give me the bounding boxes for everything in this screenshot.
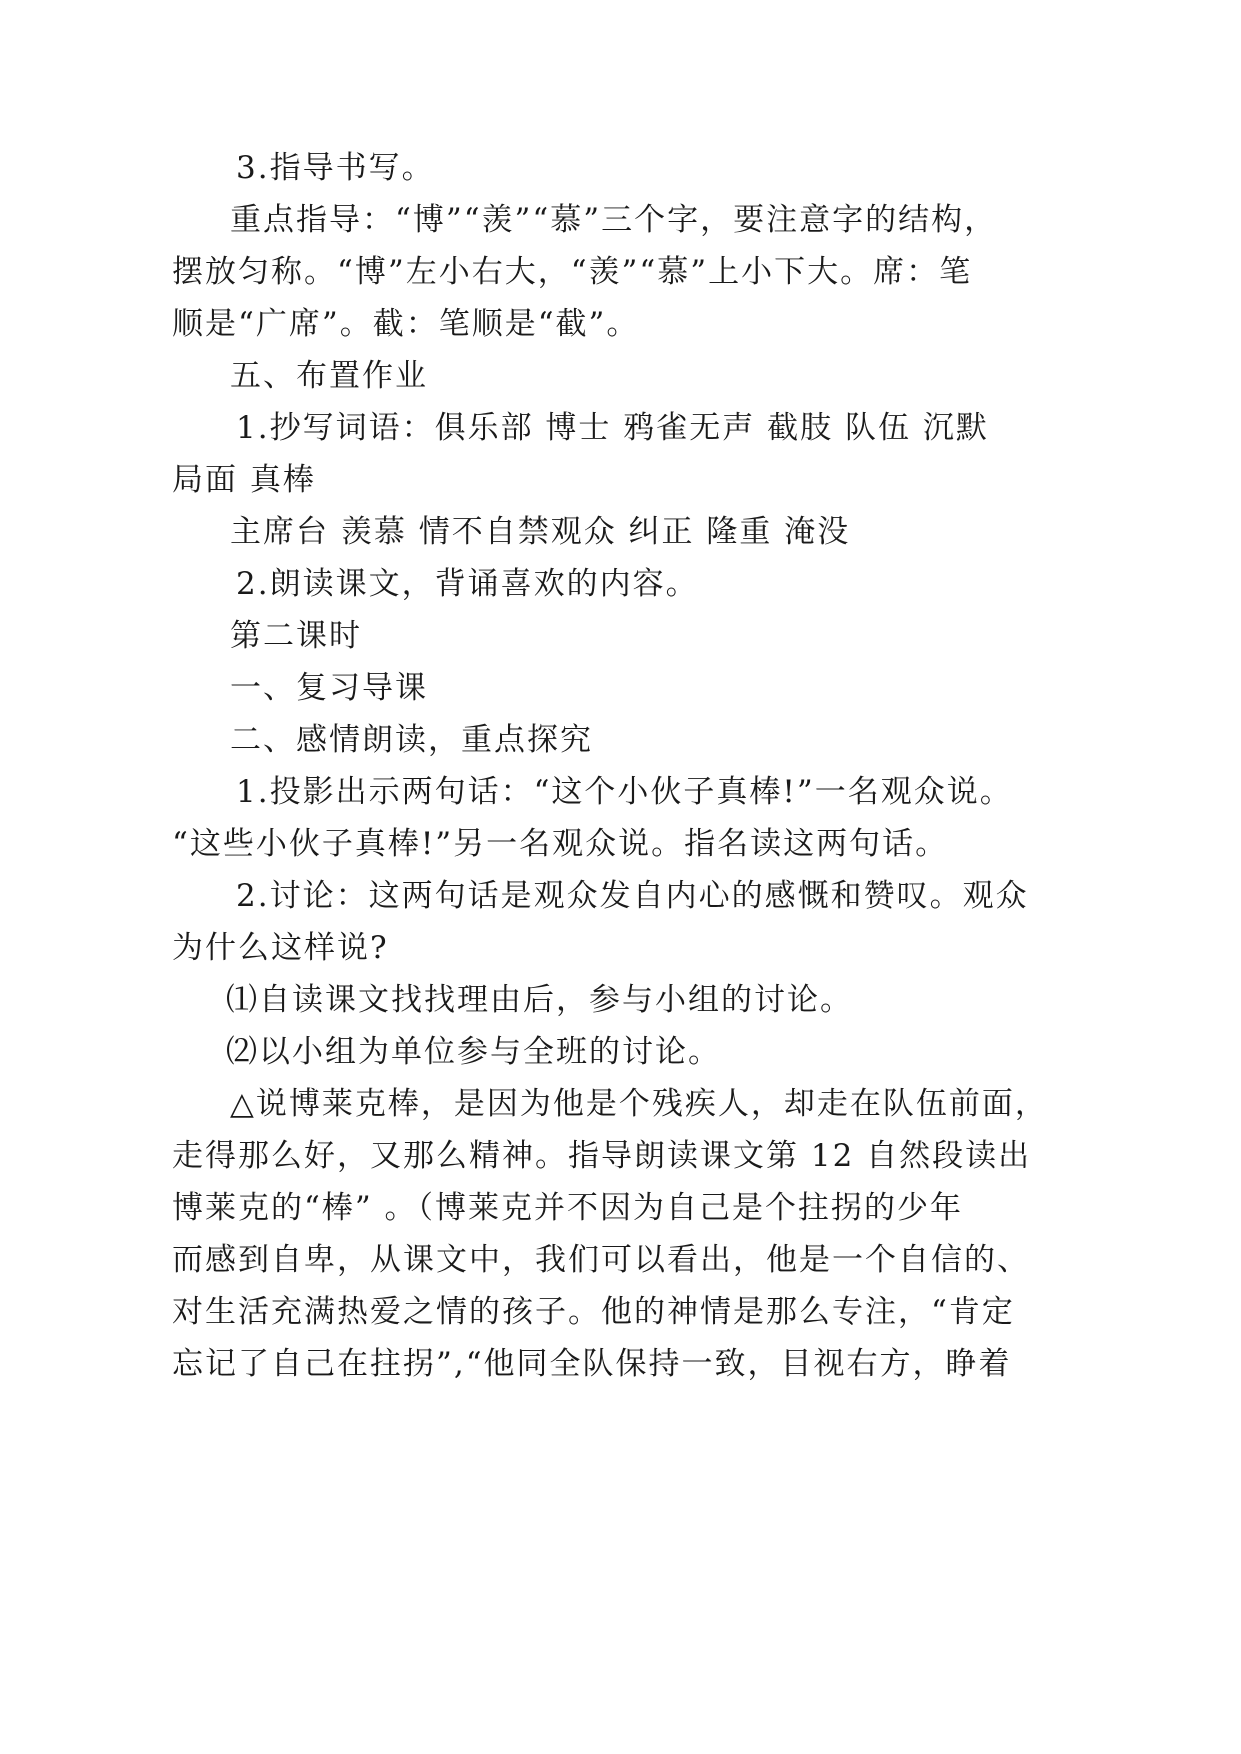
text-line: △说博莱克棒，是因为他是个残疾人，却走在队伍前面， [230, 1086, 1048, 1122]
text-line: 重点指导：“博”“羡”“慕”三个字，要注意字的结构， [230, 202, 998, 238]
section-heading: 一、复习导课 [230, 670, 428, 706]
text-line: 2.朗读课文，背诵喜欢的内容。 [236, 566, 699, 602]
text-line: ⑴自读课文找找理由后，参与小组的讨论。 [226, 982, 853, 1018]
text-line: 局面 真棒 [172, 462, 316, 498]
text-line: 为什么这样说? [172, 930, 389, 966]
text-line: 忘记了自己在拄拐”,“他同全队保持一致，目视右方，睁着 [172, 1346, 1012, 1382]
text-line: “这些小伙子真棒!”另一名观众说。指名读这两句话。 [172, 826, 949, 862]
text-line: 走得那么好，又那么精神。指导朗读课文第 12 自然段读出 [172, 1138, 1032, 1174]
text-line: 2.讨论：这两句话是观众发自内心的感慨和赞叹。观众 [236, 878, 1029, 914]
text-line: 博莱克的“棒” 。（博莱克并不因为自己是个拄拐的少年 [172, 1190, 964, 1226]
text-line: 而感到自卑，从课文中，我们可以看出，他是一个自信的、 [172, 1242, 1030, 1278]
text-line: 1.抄写词语：俱乐部 博士 鸦雀无声 截肢 队伍 沉默 [236, 410, 989, 446]
text-line: 对生活充满热爱之情的孩子。他的神情是那么专注，“肯定 [172, 1294, 1015, 1330]
text-line: 顺是“广席”。截：笔顺是“截”。 [172, 306, 640, 342]
text-line: ⑵以小组为单位参与全班的讨论。 [226, 1034, 721, 1070]
section-heading: 二、感情朗读，重点探究 [230, 722, 593, 758]
text-line: 主席台 羡慕 情不自禁观众 纠正 隆重 淹没 [230, 514, 851, 550]
text-line: 1.投影出示两句话：“这个小伙子真棒!”一名观众说。 [236, 774, 1013, 810]
section-heading: 第二课时 [230, 618, 362, 654]
text-line: 摆放匀称。“博”左小右大，“羡”“慕”上小下大。席：笔 [172, 254, 973, 290]
text-line: 3.指导书写。 [236, 150, 435, 186]
section-heading: 五、布置作业 [230, 358, 428, 394]
